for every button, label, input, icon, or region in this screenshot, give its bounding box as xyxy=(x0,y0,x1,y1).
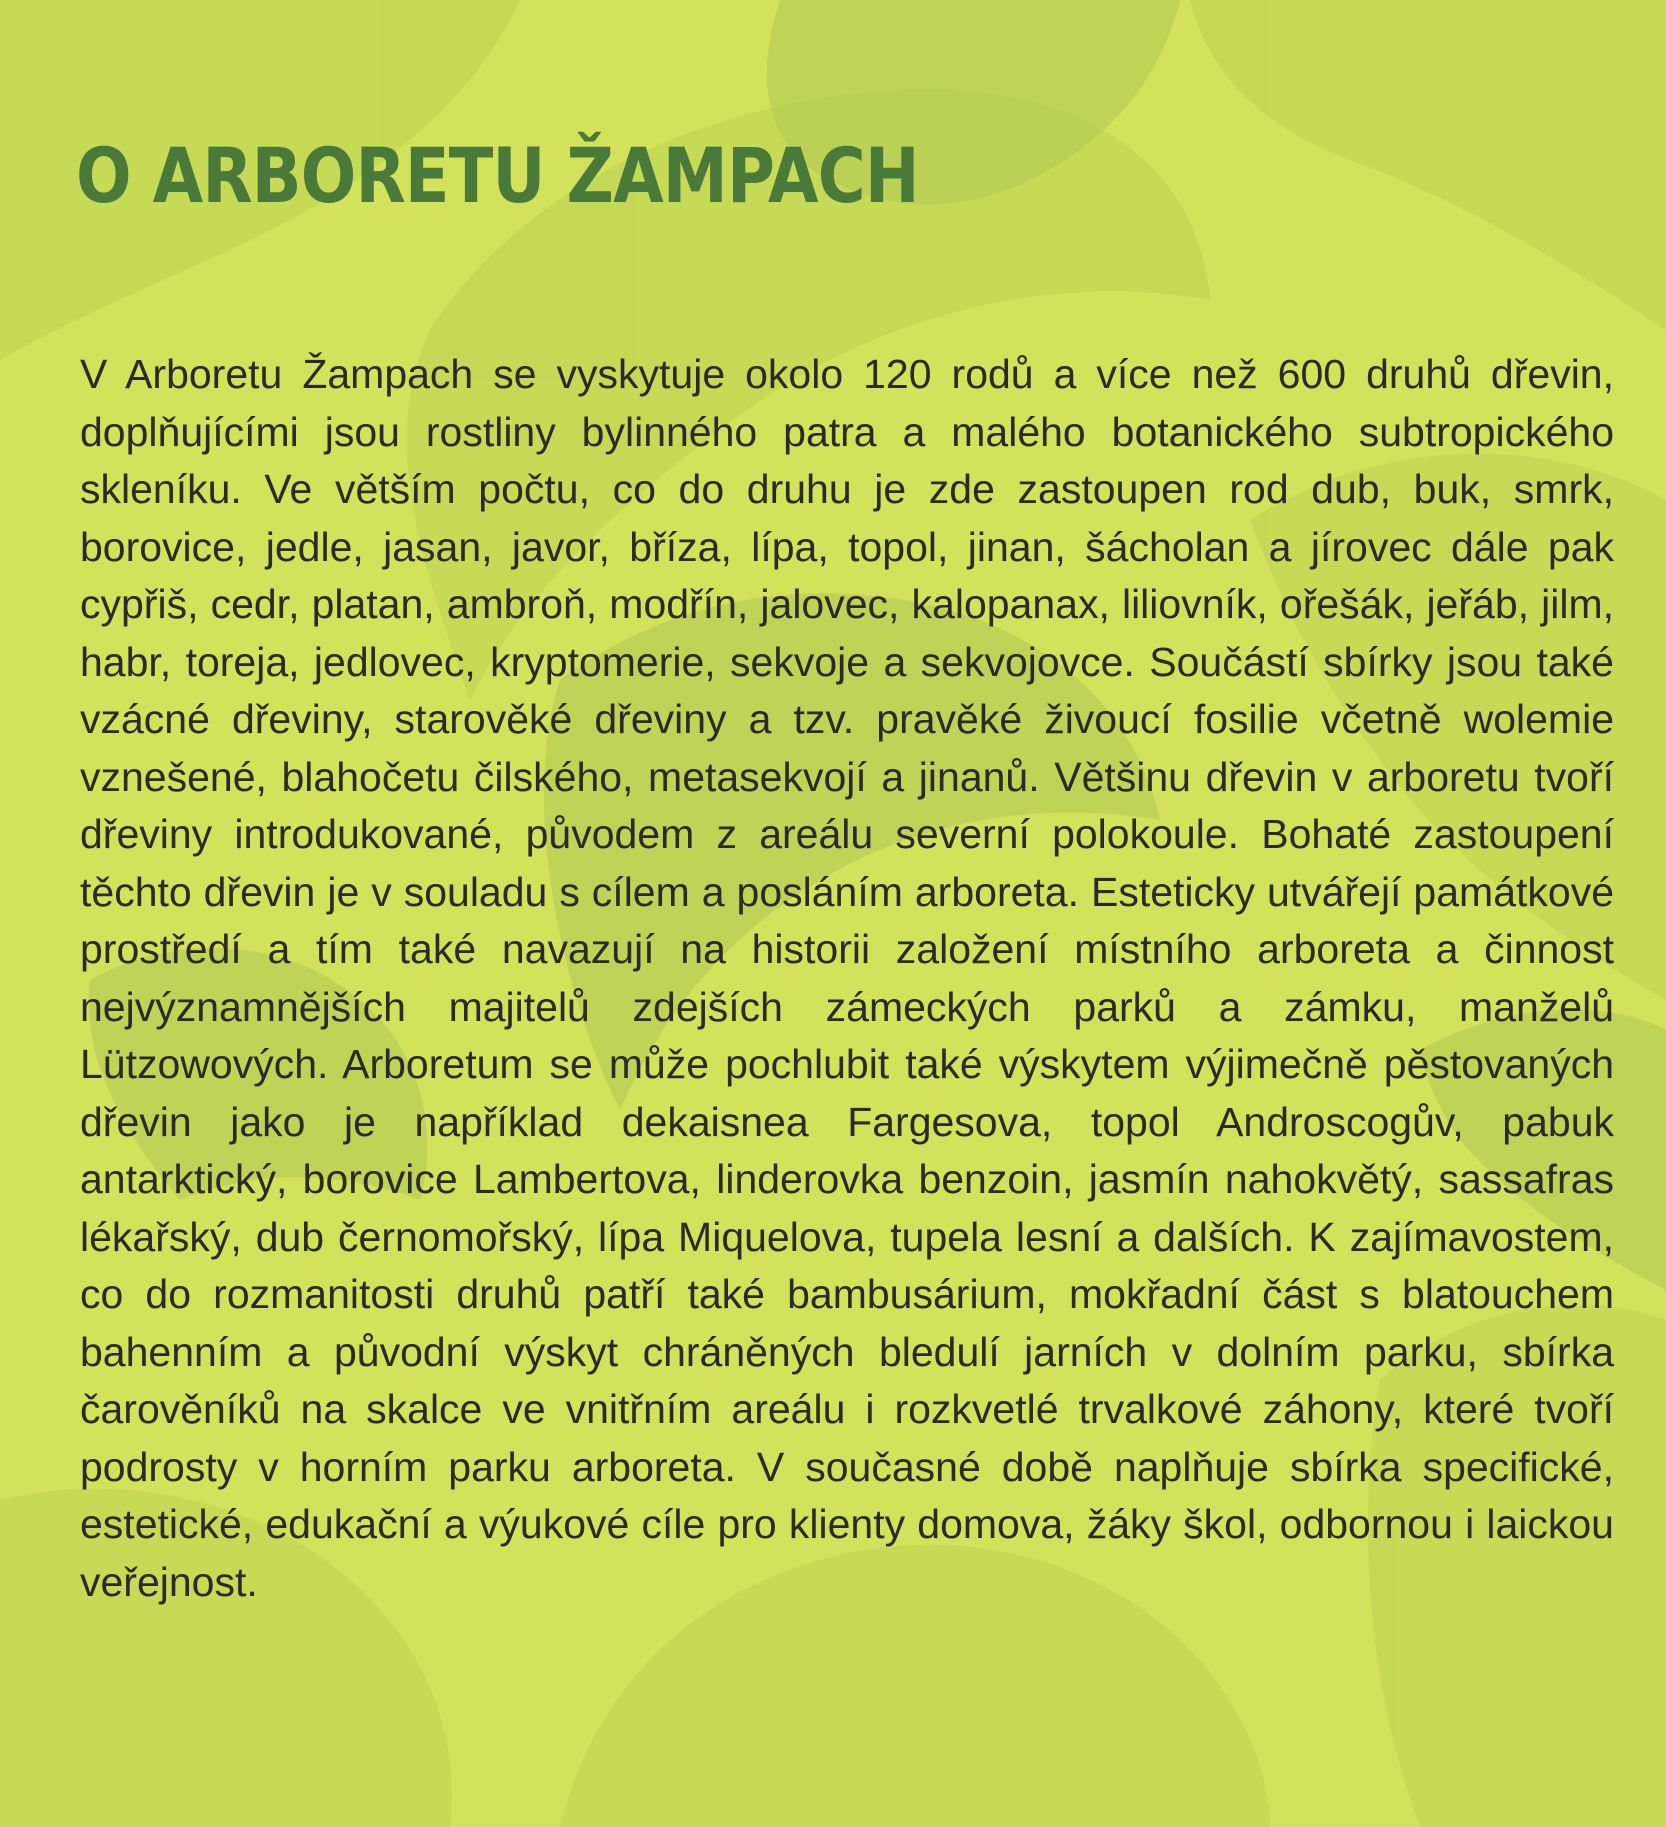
body-paragraph: V Arboretu Žampach se vyskytuje okolo 120 rodů a více než 600 druhů dřevin, doplňujícími jsou rostliny bylinného patra a malého botanického subtropického skleníku. Ve větším počtu, co do druhu je zde zastoupen rod dub, buk, smrk, borovice, jedle, jasan, javor, bříza, lípa, topol, jinan, šácholan a jírovec dále pak cypřiš, cedr, platan, ambroň, modřín, jalovec, kalopanax, liliovník, ořešák, jeřáb, jilm, habr, toreja, jedlovec, kryptomerie, sekvoje a sekvojovce. Součástí sbírky jsou také vzácné dřeviny, starověké dřeviny a tzv. pravěké živoucí fosilie včetně wolemie vznešené, blahočetu čilského, metasekvojí a jinanů. Většinu dřevin v arboretu tvoří dřeviny introdukované, původem z areálu severní polokoule. Bohaté zastoupení těchto dřevin je v souladu s cílem a posláním arboreta. Esteticky utvářejí památkové prostředí a tím také navazují na historii založení místního arboreta a činnost nejvýznamnějších majitelů zdejších zámeckých parků a zámku, manželů Lützowových. Arboretum se může pochlubit také výskytem výjimečně pěstovaných dřevin jako je například dekaisnea Fargesova, topol Androscogův, pabuk antarktický, borovice Lambertova, linderovka benzoin, jasmín nahokvětý, sassafras lékařský, dub černomořský, lípa Miquelova, tupela lesní a dalších. K zajímavostem, co do rozmanitosti druhů patří také bambusárium, mokřadní část s blatouchem bahenním a původní výskyt chráněných bledulí jarních v dolním parku, sbírka čarověníků na skalce ve vnitřním areálu i rozkvetlé trvalkové záhony, které tvoří podrosty v horním parku arboreta. V současné době naplňuje sbírka specifické, estetické, edukační a výukové cíle pro klienty domova, žáky škol, odbornou i laickou veřejnost. xyxy=(80,351,1614,1605)
page-title: O ARBORETU ŽAMPACH xyxy=(76,131,919,220)
